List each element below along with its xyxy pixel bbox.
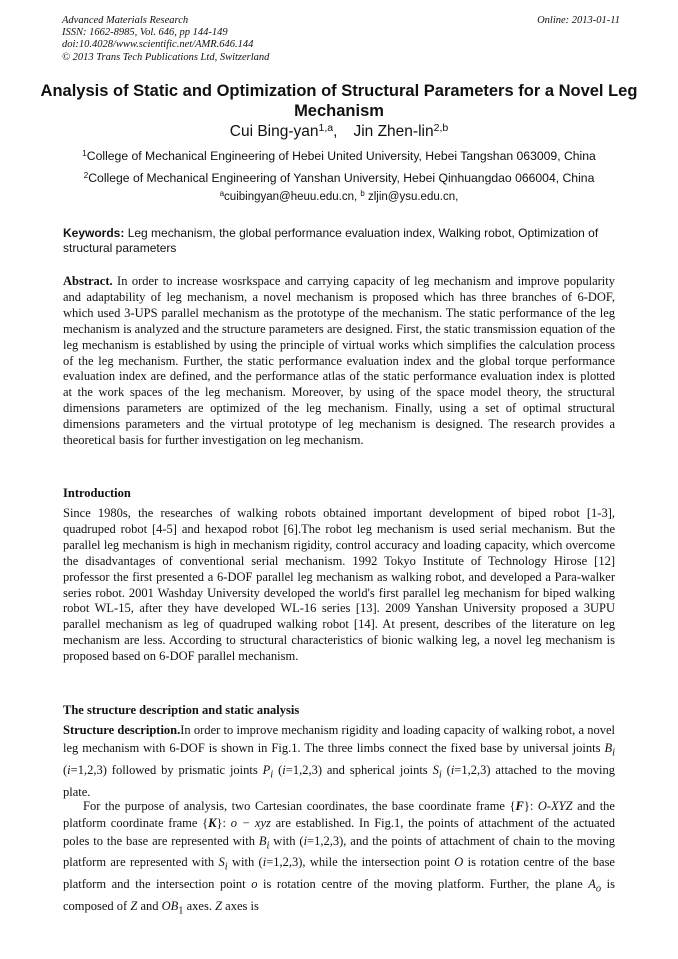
text-run: is composed of: [63, 877, 615, 913]
introduction-heading: Introduction: [63, 486, 131, 500]
text-run: }:: [216, 816, 231, 831]
text-run: =1,2,3) attached to the moving plate.: [63, 762, 615, 799]
abstract-text: In order to increase wosrkspace and carrying capacity of leg mechanism and improve popularity and adaptability of leg mechanism, a novel mechanism is proposed which has three branches of 6-DOF, which used 3-UPS parallel mechanism as the prototype of the mechanism. The static performance of the leg mechanism is analyzed and the structure parameters are designed. First, the static transmission equation of the leg mechanism is established by using the principle of virtual works which simplifies the calculation process of the leg mechanism. Further, the static performance evaluation index and the global torque performance evaluation index are defined, and the performance atlas of the static performance evaluation index is plotted at the work spaces of the leg mechanism. Moreover, by using of the space model theory, the structural dimensions parameters are optimized of the leg mechanism. Finally, using a set of optimal structural dimensions parameters and the virtual prototype of leg mechanism is designed. The research provides a theoretical basis for further investigation on leg mechanism.: [63, 274, 616, 448]
copyright-line: © 2013 Trans Tech Publications Ltd, Switzerland: [62, 51, 270, 63]
math-symbol: Z: [215, 898, 223, 913]
math-subscript: i: [224, 861, 228, 873]
keywords-label: Keywords:: [63, 226, 125, 240]
math-symbol: o: [251, 877, 258, 892]
author-1: Cui Bing-yan: [229, 123, 319, 140]
math-symbol: Z: [130, 898, 138, 913]
math-symbol: B: [258, 833, 267, 848]
math-symbol: K: [208, 816, 217, 831]
math-symbol: S: [218, 855, 225, 870]
keywords-block: [63, 226, 615, 256]
text-run: axes is: [222, 898, 259, 913]
structure-paragraph-1: [63, 722, 615, 801]
math-symbol: i: [450, 762, 455, 777]
structure-lead: Structure description.: [63, 723, 181, 737]
affiliation-2-sup: 2: [83, 169, 89, 180]
text-run: For the purpose of analysis, two Cartesian coordinates, the base coordinate frame {: [83, 799, 516, 813]
math-symbol: A: [588, 877, 596, 892]
author-line: [40, 123, 638, 141]
text-run: with (: [227, 855, 263, 870]
text-run: is rotation centre of the base platform and the intersection point: [63, 855, 615, 892]
affiliation-1-text: College of Mechanical Engineering of Hebei United University, Hebei Tangshan 063009, China: [86, 149, 596, 163]
affiliation-2-text: College of Mechanical Engineering of Yanshan University, Hebei Qinhuangdao 066004, China: [88, 171, 595, 185]
structure-heading: The structure description and static analysis: [63, 703, 300, 717]
text-run: and: [137, 898, 162, 913]
text-run: =1,2,3), and the points of attachment of chain to the moving platform are represented with: [63, 833, 615, 870]
text-run: (: [63, 762, 68, 777]
math-symbol: OB: [161, 898, 179, 913]
author-1-sup: 1,a: [318, 121, 334, 134]
math-symbol: F: [515, 799, 524, 813]
text-run: (: [441, 762, 451, 777]
math-subscript: i: [270, 769, 274, 781]
math-symbol: i: [282, 762, 286, 777]
author-2: Jin Zhen-lin: [353, 123, 434, 140]
issn-line: ISSN: 1662-8985, Vol. 646, pp 144-149: [62, 27, 228, 39]
math-symbol: P: [262, 762, 271, 777]
math-subscript: i: [266, 840, 270, 852]
text-run: }:: [523, 799, 538, 813]
journal-header: [62, 15, 620, 64]
introduction-paragraph: Since 1980s, the researches of walking robots obtained important development of biped robot [1-3], quadruped robot [4-5] and hexapod robot [6].The robot leg mechanism is used serial mechanism. But the parallel leg mechanism is high in mechanism rigidity, control accuracy and loading capacity, which overcome the disadvantages of conventional serial mechanism. 1992 Tokyo Institute of Technology Hirose [12] professor the first presented a 6-DOF parallel leg mechanism as walking robot, and developed a Para-walker series robot. 2001 Washday University developed the world's first parallel leg mechanism for biped walking robot WL-15, after they have developed WL-16 series [13]. 2009 Yanshan University proposed a 3UPU parallel mechanism as leg of quadruped walking robot [14]. At present, describes of the literature on leg mechanism are less. According to structural characteristics of bionic walking leg, a novel leg mechanism is proposed based on 6-DOF parallel mechanism.: [63, 506, 615, 664]
math-symbol: i: [262, 855, 267, 870]
text-run: is rotation centre of the moving platform. Further, the plane: [257, 877, 589, 892]
text-run: =1,2,3) and spherical joints: [285, 762, 433, 777]
text-run: with (: [269, 833, 304, 848]
paper-title: Analysis of Static and Optimization of Structural Parameters for a Novel Leg Mechanism: [40, 82, 638, 120]
email-line: [40, 191, 638, 203]
journal-name: Advanced Materials Research: [62, 15, 189, 26]
abstract-paragraph: [63, 274, 615, 449]
text-run: (: [273, 762, 283, 777]
math-symbol: i: [303, 833, 308, 848]
math-symbol: O-XYZ: [537, 799, 573, 813]
keywords-text: Leg mechanism, the global performance evaluation index, Walking robot, Optimization of structural parameters: [63, 226, 599, 255]
math-subscript: o: [595, 883, 602, 895]
math-symbol: O: [454, 855, 464, 870]
affiliation-1-sup: 1: [82, 147, 87, 158]
email-a: cuibingyan@heuu.edu.cn,: [224, 191, 358, 203]
math-symbol: B: [604, 740, 613, 755]
math-symbol: o − xyz: [230, 816, 271, 831]
math-subscript: 1: [178, 905, 184, 917]
text-run: =1,2,3), while the intersection point: [266, 855, 455, 870]
text-run: =1,2,3) followed by prismatic joints: [70, 762, 263, 777]
doi-line: doi:10.4028/www.scientific.net/AMR.646.144: [62, 39, 254, 51]
affiliation-1: [40, 149, 638, 163]
email-a-sup: a: [219, 189, 225, 199]
math-subscript: i: [438, 769, 442, 781]
math-symbol: S: [432, 762, 439, 777]
math-symbol: i: [67, 762, 71, 777]
text-run: In order to improve mechanism rigidity and loading capacity of walking robot, a novel leg mechanism with 6-DOF is shown in Fig.1. The three limbs connect the fixed base by universal joints: [63, 723, 616, 755]
affiliation-2: [40, 171, 638, 185]
text-run: and the platform coordinate frame {: [63, 799, 615, 831]
author-comma: ,: [333, 123, 338, 140]
abstract-label: Abstract.: [63, 274, 113, 288]
online-date: Online: 2013-01-11: [537, 15, 620, 26]
math-subscript: i: [612, 747, 615, 759]
text-run: axes.: [183, 898, 216, 913]
author-2-sup: 2,b: [433, 121, 449, 134]
structure-paragraph-2: [63, 798, 615, 920]
text-run: are established. In Fig.1, the points of attachment of the actuated poles to the base are represented with: [63, 816, 615, 848]
email-b-sup: b: [360, 189, 365, 199]
email-b: zljin@ysu.edu.cn,: [367, 191, 459, 203]
